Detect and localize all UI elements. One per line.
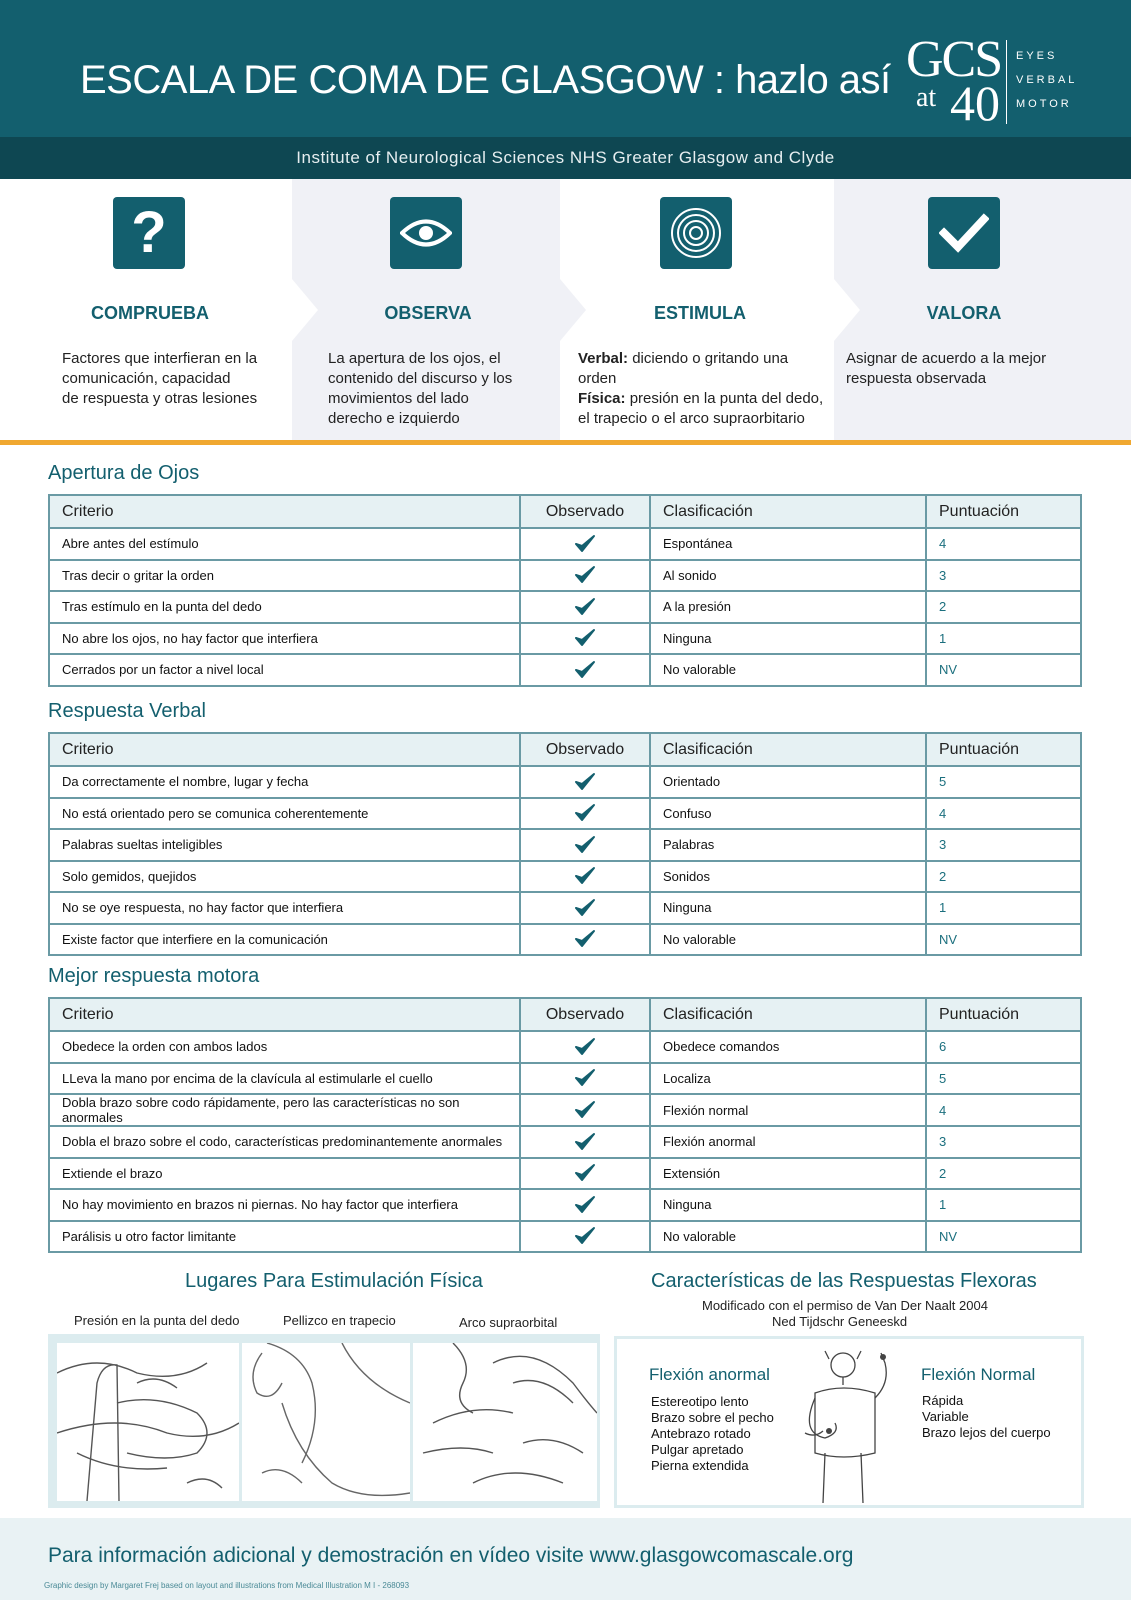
table-row (49, 591, 1081, 623)
footer-info-link[interactable]: Para información adicional y demostración en vídeo visite www.glasgowcomascale.org (48, 1544, 854, 1567)
criterio-cell: Extiende el brazo (49, 1158, 520, 1190)
eyes-table (48, 494, 1082, 687)
table-row (49, 560, 1081, 592)
table-row (49, 1126, 1081, 1158)
clasificacion-cell: No valorable (650, 654, 926, 686)
logo-at-text: at (916, 82, 937, 113)
header-criterio: Criterio (49, 733, 520, 766)
header-puntuacion: Puntuación (926, 733, 1081, 766)
header-puntuacion: Puntuación (926, 998, 1081, 1031)
check-icon (574, 835, 596, 855)
abnormal-flexion-list: Estereotipo lento Brazo sobre el pecho Antebrazo rotado Pulgar apretado Pierna extendida (651, 1394, 774, 1473)
check-icon (574, 1037, 596, 1057)
normal-flexion-list: Rápida Variable Brazo lejos del cuerpo (922, 1393, 1051, 1440)
check-icon (574, 1068, 596, 1088)
body-figure-illustration (795, 1343, 901, 1503)
table-row (49, 1094, 1081, 1126)
institute-subtitle: Institute of Neurological Sciences NHS Greater Glasgow and Clyde (0, 137, 1131, 179)
table-row (49, 1221, 1081, 1253)
table-row (49, 1031, 1081, 1063)
check-icon (574, 565, 596, 585)
clasificacion-cell: Orientado (650, 766, 926, 798)
clasificacion-cell: Confuso (650, 798, 926, 830)
criterio-cell: No está orientado pero se comunica coherentemente (49, 798, 520, 830)
observed-checkbox[interactable] (520, 1158, 650, 1190)
logo-word-verbal: VERBAL (1016, 74, 1078, 86)
observed-checkbox[interactable] (520, 1063, 650, 1095)
stim-caption-finger: Presión en la punta del dedo (74, 1313, 240, 1328)
observed-checkbox[interactable] (520, 1094, 650, 1126)
puntuacion-cell: NV (926, 654, 1081, 686)
motor-section-title: Mejor respuesta motora (48, 965, 260, 987)
observed-checkbox[interactable] (520, 924, 650, 956)
supraorbital-illustration (413, 1343, 597, 1501)
clasificacion-cell: Espontánea (650, 528, 926, 560)
gcs-at-40-logo (906, 31, 1106, 131)
criterio-cell: No se oye respuesta, no hay factor que interfiera (49, 892, 520, 924)
table-row (49, 654, 1081, 686)
puntuacion-cell: 4 (926, 798, 1081, 830)
criterio-cell: No abre los ojos, no hay factor que interfiera (49, 623, 520, 655)
observed-checkbox[interactable] (520, 766, 650, 798)
stim-caption-trapezius: Pellizco en trapecio (283, 1313, 396, 1328)
observed-checkbox[interactable] (520, 1126, 650, 1158)
table-row (49, 861, 1081, 893)
verbal-section-title: Respuesta Verbal (48, 700, 206, 722)
clasificacion-cell: Ninguna (650, 1189, 926, 1221)
table-header-row (49, 733, 1081, 766)
criterio-cell: Tras decir o gritar la orden (49, 560, 520, 592)
logo-word-motor: MOTOR (1016, 98, 1072, 110)
eyes-section-title: Apertura de Ojos (48, 462, 200, 484)
observed-checkbox[interactable] (520, 1189, 650, 1221)
step-description: Asignar de acuerdo a la mejor respuesta observada (846, 350, 1047, 387)
puntuacion-cell: 6 (926, 1031, 1081, 1063)
table-row (49, 1158, 1081, 1190)
criterio-cell: Parálisis u otro factor limitante (49, 1221, 520, 1253)
check-icon (574, 534, 596, 554)
logo-40-text: 40 (950, 75, 1000, 131)
check-icon (574, 1163, 596, 1183)
step-estimula (560, 179, 834, 441)
puntuacion-cell: NV (926, 1221, 1081, 1253)
clasificacion-cell: Al sonido (650, 560, 926, 592)
clasificacion-cell: Flexión anormal (650, 1126, 926, 1158)
step-observa (292, 179, 560, 441)
page-title: ESCALA DE COMA DE GLASGOW : hazlo así (80, 58, 891, 102)
flex-title: Características de las Respuestas Flexoras (651, 1270, 1037, 1292)
stim-caption-supraorbital: Arco supraorbital (459, 1315, 558, 1330)
step-comprueba (0, 179, 292, 441)
table-row (49, 766, 1081, 798)
observed-checkbox[interactable] (520, 829, 650, 861)
stim-title: Lugares Para Estimulación Física (185, 1270, 483, 1292)
observed-checkbox[interactable] (520, 861, 650, 893)
motor-table (48, 997, 1082, 1253)
observed-checkbox[interactable] (520, 1031, 650, 1063)
page-footer (0, 1518, 1131, 1600)
clasificacion-cell: Ninguna (650, 892, 926, 924)
header-clasificacion: Clasificación (650, 495, 926, 528)
checkmark-icon (928, 197, 1000, 269)
check-icon (574, 597, 596, 617)
check-icon (574, 628, 596, 648)
puntuacion-cell: 5 (926, 1063, 1081, 1095)
criterio-cell: Abre antes del estímulo (49, 528, 520, 560)
logo-gcs-text: GCS (906, 31, 1002, 88)
puntuacion-cell: 2 (926, 861, 1081, 893)
check-icon (574, 929, 596, 949)
criterio-cell: Obedece la orden con ambos lados (49, 1031, 520, 1063)
clasificacion-cell: Ninguna (650, 623, 926, 655)
clasificacion-cell: No valorable (650, 1221, 926, 1253)
puntuacion-cell: 1 (926, 1189, 1081, 1221)
target-icon (660, 197, 732, 269)
check-icon (574, 1195, 596, 1215)
observed-checkbox[interactable] (520, 654, 650, 686)
puntuacion-cell: NV (926, 924, 1081, 956)
step-title: COMPRUEBA (90, 303, 209, 323)
puntuacion-cell: 3 (926, 829, 1081, 861)
clasificacion-cell: Extensión (650, 1158, 926, 1190)
step-description: La apertura de los ojos, el contenido del discurso y los movimientos del lado derecho e izquierdo (328, 350, 513, 427)
puntuacion-cell: 4 (926, 528, 1081, 560)
step-description: Verbal: diciendo o gritando una orden Física: presión en la punta del dedo, el trapecio o el arco supraorbitario (578, 350, 824, 427)
check-icon (574, 898, 596, 918)
footer-credit: Graphic design by Margaret Frej based on layout and illustrations from Medical Illustration M I - 268093 (44, 1581, 410, 1590)
step-title: OBSERVA (384, 303, 472, 323)
criterio-cell: Dobla el brazo sobre el codo, características predominantemente anormales (49, 1126, 520, 1158)
clasificacion-cell: No valorable (650, 924, 926, 956)
logo-word-eyes: EYES (1016, 50, 1058, 62)
trapezius-pinch-illustration (242, 1343, 410, 1501)
criterio-cell: Tras estímulo en la punta del dedo (49, 591, 520, 623)
puntuacion-cell: 4 (926, 1094, 1081, 1126)
puntuacion-cell: 3 (926, 560, 1081, 592)
criterio-cell: Palabras sueltas inteligibles (49, 829, 520, 861)
criterio-cell: Cerrados por un factor a nivel local (49, 654, 520, 686)
table-row (49, 623, 1081, 655)
step-title: ESTIMULA (654, 303, 746, 323)
observed-checkbox[interactable] (520, 623, 650, 655)
check-icon (574, 772, 596, 792)
observed-checkbox[interactable] (520, 560, 650, 592)
step-title: VALORA (926, 303, 1002, 323)
finger-pressure-illustration (57, 1343, 239, 1501)
check-icon (574, 803, 596, 823)
header-observado: Observado (520, 495, 650, 528)
page-header (0, 0, 1131, 137)
observed-checkbox[interactable] (520, 798, 650, 830)
clasificacion-cell: Localiza (650, 1063, 926, 1095)
flex-panel (614, 1336, 1084, 1508)
normal-flexion-title: Flexión Normal (921, 1365, 1036, 1384)
table-header-row (49, 998, 1081, 1031)
check-icon (574, 660, 596, 680)
header-puntuacion: Puntuación (926, 495, 1081, 528)
puntuacion-cell: 1 (926, 623, 1081, 655)
step-description: Factores que interfieran en la comunicación, capacidad de respuesta y otras lesiones (62, 350, 258, 407)
eye-icon (390, 197, 462, 269)
check-icon (574, 1226, 596, 1246)
criterio-cell: No hay movimiento en brazos ni piernas. No hay factor que interfiera (49, 1189, 520, 1221)
stim-illustrations (48, 1334, 600, 1508)
puntuacion-cell: 2 (926, 1158, 1081, 1190)
puntuacion-cell: 5 (926, 766, 1081, 798)
check-icon (574, 866, 596, 886)
header-clasificacion: Clasificación (650, 998, 926, 1031)
header-clasificacion: Clasificación (650, 733, 926, 766)
puntuacion-cell: 3 (926, 1126, 1081, 1158)
table-row (49, 798, 1081, 830)
abnormal-flexion-title: Flexión anormal (649, 1365, 770, 1384)
observed-checkbox[interactable] (520, 528, 650, 560)
puntuacion-cell: 1 (926, 892, 1081, 924)
header-observado: Observado (520, 733, 650, 766)
section-divider (0, 440, 1131, 445)
table-row (49, 1063, 1081, 1095)
clasificacion-cell: Flexión normal (650, 1094, 926, 1126)
steps-band (0, 179, 1131, 441)
header-criterio: Criterio (49, 998, 520, 1031)
logo-divider (1006, 40, 1007, 124)
header-observado: Observado (520, 998, 650, 1031)
puntuacion-cell: 2 (926, 591, 1081, 623)
step-valora (834, 179, 1131, 441)
criterio-cell: Da correctamente el nombre, lugar y fecha (49, 766, 520, 798)
criterio-cell: Solo gemidos, quejidos (49, 861, 520, 893)
table-row (49, 924, 1081, 956)
flex-credit-2: Ned Tijdschr Geneeskd (772, 1314, 908, 1329)
clasificacion-cell: A la presión (650, 591, 926, 623)
clasificacion-cell: Palabras (650, 829, 926, 861)
clasificacion-cell: Obedece comandos (650, 1031, 926, 1063)
table-row (49, 829, 1081, 861)
table-header-row (49, 495, 1081, 528)
check-icon (574, 1100, 596, 1120)
verbal-table (48, 732, 1082, 956)
question-icon: ? (113, 197, 185, 269)
header-criterio: Criterio (49, 495, 520, 528)
table-row (49, 892, 1081, 924)
flex-credit-1: Modificado con el permiso de Van Der Naalt 2004 (702, 1298, 988, 1313)
table-row (49, 528, 1081, 560)
table-row (49, 1189, 1081, 1221)
criterio-cell: Dobla brazo sobre codo rápidamente, pero las características no son anormales (49, 1094, 520, 1126)
observed-checkbox[interactable] (520, 892, 650, 924)
check-icon (574, 1132, 596, 1152)
observed-checkbox[interactable] (520, 591, 650, 623)
criterio-cell: LLeva la mano por encima de la clavícula al estimularle el cuello (49, 1063, 520, 1095)
observed-checkbox[interactable] (520, 1221, 650, 1253)
criterio-cell: Existe factor que interfiere en la comunicación (49, 924, 520, 956)
clasificacion-cell: Sonidos (650, 861, 926, 893)
